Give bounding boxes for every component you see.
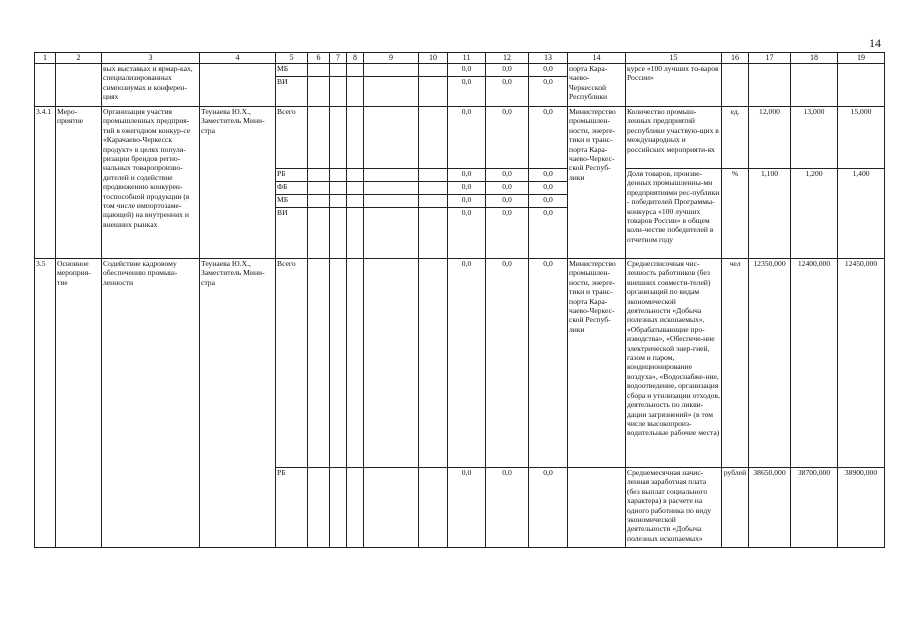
value-cell: 0,0 xyxy=(448,77,486,107)
header-cell: 1 xyxy=(35,53,56,64)
indicator-text: Доля товаров, произве-денных промышленны-ми предприятиями рес-публики - победителей Программы-конкурса «100 лучших товаров России» в общем коли-честве победителей в отчетном году xyxy=(626,169,722,259)
event-description: Содействие кадровому обеспечению промыш-ленности xyxy=(102,259,200,548)
header-cell: 10 xyxy=(419,53,448,64)
event-description: Организация участия промышленных предприя-тий в ежегодном конкур-се «Карачаево-Черкесск продукт» в целях популя-ризации брендов регио-нальных товаропроизво-дителей и содействие продвижению конкурен-тоспособной продукции (в том числе импортозаме-щающей) на внутренних и внешних рынках xyxy=(102,107,200,259)
value-cell: 0,0 xyxy=(486,259,529,468)
header-cell: 13 xyxy=(529,53,568,64)
indicator-text: курсе «100 лучших то-варов России» xyxy=(626,64,722,107)
value-cell: 0,0 xyxy=(529,64,568,77)
value-cell: 0,0 xyxy=(448,468,486,548)
header-row xyxy=(35,53,885,64)
item-number: 3.5 xyxy=(35,259,56,548)
responsible-executor: Министерство промышлен-ности, энерге-тики и транс-порта Кара-чаево-Черкес-ской Респуб-лики xyxy=(568,259,626,468)
indicator-value: 1,200 xyxy=(791,169,838,259)
indicator-value: 12350,000 xyxy=(749,259,791,468)
page-number: 14 xyxy=(869,36,881,50)
funding-source: ВИ xyxy=(276,208,308,259)
header-cell: 15 xyxy=(626,53,722,64)
item-number: 3.4.1 xyxy=(35,107,56,259)
indicator-value: 38900,000 xyxy=(838,468,885,548)
value-cell: 0,0 xyxy=(529,182,568,195)
funding-source: МБ xyxy=(276,64,308,77)
header-cell: 5 xyxy=(276,53,308,64)
header-cell: 17 xyxy=(749,53,791,64)
indicator-value: 13,000 xyxy=(791,107,838,169)
indicator-value: 38700,000 xyxy=(791,468,838,548)
funding-source: РБ xyxy=(276,468,308,548)
indicator-value: 12450,000 xyxy=(838,259,885,468)
value-cell: 0,0 xyxy=(529,195,568,208)
header-cell: 18 xyxy=(791,53,838,64)
value-cell: 0,0 xyxy=(486,64,529,77)
value-cell: 0,0 xyxy=(486,107,529,169)
item-type: Меро-приятие xyxy=(56,107,102,259)
table-row xyxy=(35,107,885,169)
indicator-unit: ед. xyxy=(722,107,749,169)
funding-source: Всего xyxy=(276,107,308,169)
header-cell: 12 xyxy=(486,53,529,64)
indicator-value: 38650,000 xyxy=(749,468,791,548)
value-cell: 0,0 xyxy=(486,195,529,208)
funding-source: РБ xyxy=(276,169,308,182)
table-row xyxy=(35,259,885,468)
funding-source: Всего xyxy=(276,259,308,468)
header-cell: 4 xyxy=(200,53,276,64)
responsible-person: Теунаева Ю.Х., Заместитель Мини-стра xyxy=(200,107,276,259)
table-row xyxy=(35,64,885,77)
value-cell: 0,0 xyxy=(529,259,568,468)
item-type: Основное мероприя-тие xyxy=(56,259,102,548)
header-cell: 3 xyxy=(102,53,200,64)
header-cell: 19 xyxy=(838,53,885,64)
value-cell: 0,0 xyxy=(448,208,486,259)
value-cell: 0,0 xyxy=(529,169,568,182)
indicator-unit: рублей xyxy=(722,468,749,548)
program-table xyxy=(34,52,885,548)
header-cell: 16 xyxy=(722,53,749,64)
event-description: вых выставках и ярмар-ках, специализированных симпозиумах и конферен-циях xyxy=(102,64,200,107)
header-cell: 9 xyxy=(364,53,419,64)
value-cell: 0,0 xyxy=(486,468,529,548)
responsible-executor: порта Кара-чаево-Черкесской Республики xyxy=(568,64,626,107)
value-cell: 0,0 xyxy=(486,77,529,107)
value-cell: 0,0 xyxy=(529,107,568,169)
header-cell: 6 xyxy=(308,53,330,64)
header-cell: 8 xyxy=(347,53,364,64)
value-cell: 0,0 xyxy=(486,182,529,195)
value-cell: 0,0 xyxy=(529,208,568,259)
header-cell: 14 xyxy=(568,53,626,64)
value-cell: 0,0 xyxy=(529,77,568,107)
indicator-unit: % xyxy=(722,169,749,259)
value-cell: 0,0 xyxy=(529,468,568,548)
value-cell: 0,0 xyxy=(448,182,486,195)
indicator-value: 1,100 xyxy=(749,169,791,259)
indicator-value: 1,400 xyxy=(838,169,885,259)
value-cell: 0,0 xyxy=(448,107,486,169)
funding-source: МБ xyxy=(276,195,308,208)
value-cell: 0,0 xyxy=(448,195,486,208)
funding-source: ФБ xyxy=(276,182,308,195)
funding-source: ВИ xyxy=(276,77,308,107)
responsible-person: Теунаева Ю.Х., Заместитель Мини-стра xyxy=(200,259,276,548)
indicator-text: Среднемесячная начис-ленная заработная плата (без выплат социального характера) в расчете на одного работника по виду экономической деятельности «Добыча полезных ископаемых» xyxy=(626,468,722,548)
indicator-text: Среднесписочная чис-ленность работников (без внешних совмести-телей) организаций по видам экономической деятельности «Добыча полезных ископаемых», «Обрабатывающие про-изводства», «Обеспече-ние электрической энер-гией, газом и паром, кондиционирование воздуха», «Водоснабже-ние, водоотведение, организация сбора и утилизации отходов, деятельность по ликви-дации загрязнений» (в том числе высокопроиз-водительные рабочие места) xyxy=(626,259,722,468)
value-cell: 0,0 xyxy=(448,64,486,77)
value-cell: 0,0 xyxy=(486,208,529,259)
indicator-unit: чел xyxy=(722,259,749,468)
indicator-value: 15,000 xyxy=(838,107,885,169)
header-cell: 2 xyxy=(56,53,102,64)
responsible-executor: Министерство промышлен-ности, энерге-тики и транс-порта Кара-чаево-Черкес-ской Респуб-лики xyxy=(568,107,626,259)
indicator-value: 12,000 xyxy=(749,107,791,169)
value-cell: 0,0 xyxy=(448,259,486,468)
indicator-value: 12400,000 xyxy=(791,259,838,468)
header-cell: 7 xyxy=(330,53,347,64)
header-cell: 11 xyxy=(448,53,486,64)
indicator-text: Количество промыш-ленных предприятий республики участвую-щих в международных и российских мероприяти-ях xyxy=(626,107,722,169)
value-cell: 0,0 xyxy=(448,169,486,182)
value-cell: 0,0 xyxy=(486,169,529,182)
